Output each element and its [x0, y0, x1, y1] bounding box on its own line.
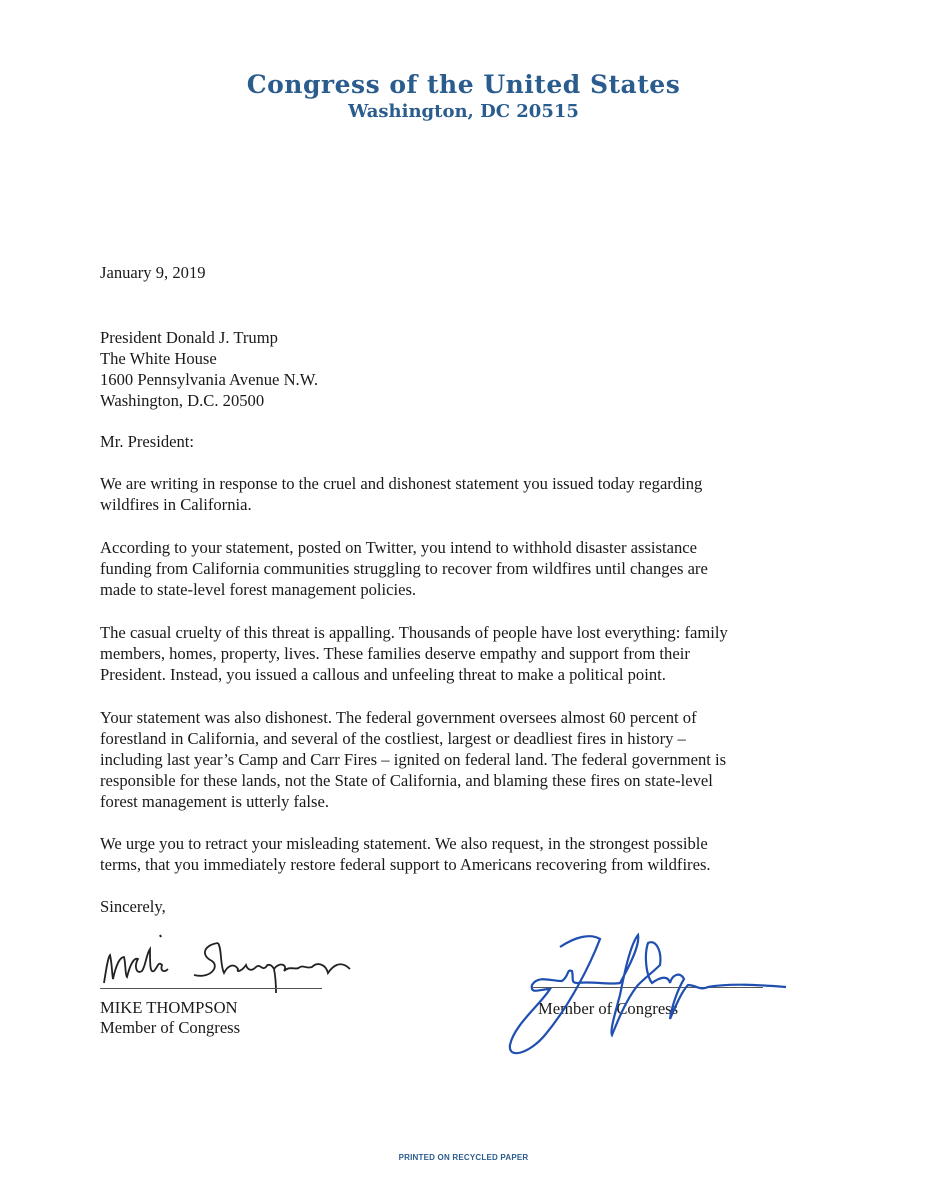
- closing: [100, 896, 166, 917]
- line: funding from California communities struggling to recover from wildfires until changes are: [100, 559, 708, 578]
- letter-date: [100, 262, 206, 283]
- line: wildfires in California.: [100, 495, 252, 514]
- paragraph-3: [100, 622, 728, 685]
- paragraph-1: [100, 473, 702, 515]
- date-text: January 9, 2019: [100, 263, 206, 282]
- line: We urge you to retract your misleading statement. We also request, in the strongest possible: [100, 834, 708, 853]
- line: Your statement was also dishonest. The federal government oversees almost 60 percent of: [100, 708, 697, 727]
- letterhead-title: Congress of the United States: [246, 70, 681, 99]
- line: responsible for these lands, not the State of California, and blaming these fires on state-level: [100, 771, 713, 790]
- address-line: President Donald J. Trump: [100, 328, 278, 347]
- line: We are writing in response to the cruel and dishonest statement you issued today regarding: [100, 474, 703, 493]
- signer-title: Member of Congress: [538, 999, 679, 1018]
- line: forest management is utterly false.: [100, 792, 330, 811]
- line: members, homes, property, lives. These families deserve empathy and support from their: [100, 644, 690, 663]
- paragraph-4: [100, 707, 726, 812]
- signer-title: Member of Congress: [100, 1018, 241, 1037]
- signature-mike-thompson: [100, 935, 360, 995]
- letterhead-subtitle: Washington, DC 20515: [348, 101, 579, 122]
- salutation: [100, 431, 194, 452]
- line: forestland in California, and several of the costliest, largest or deadliest fires in history –: [100, 729, 686, 748]
- paragraph-2: [100, 537, 708, 600]
- line: According to your statement, posted on Twitter, you intend to withhold disaster assistance: [100, 538, 697, 557]
- line: President. Instead, you issued a callous and unfeeling threat to make a political point.: [100, 665, 666, 684]
- closing-text: Sincerely,: [100, 897, 166, 916]
- line: made to state-level forest management policies.: [100, 580, 417, 599]
- line: The casual cruelty of this threat is appalling. Thousands of people have lost everything: family: [100, 623, 728, 642]
- recipient-address: [100, 327, 318, 411]
- line: including last year’s Camp and Carr Fires – ignited on federal land. The federal government is: [100, 750, 727, 769]
- salutation-text: Mr. President:: [100, 432, 195, 451]
- address-line: The White House: [100, 349, 217, 368]
- line: terms, that you immediately restore federal support to Americans recovering from wildfires.: [100, 855, 711, 874]
- signer-1-block: [100, 998, 240, 1038]
- signature-line: [100, 988, 322, 989]
- recycled-paper-footer: PRINTED ON RECYCLED PAPER: [398, 1153, 529, 1162]
- address-line: 1600 Pennsylvania Avenue N.W.: [100, 370, 318, 389]
- paragraph-5: [100, 833, 711, 875]
- signature-second-member: [500, 925, 790, 1065]
- address-line: Washington, D.C. 20500: [100, 391, 265, 410]
- signer-name: MIKE THOMPSON: [100, 998, 238, 1017]
